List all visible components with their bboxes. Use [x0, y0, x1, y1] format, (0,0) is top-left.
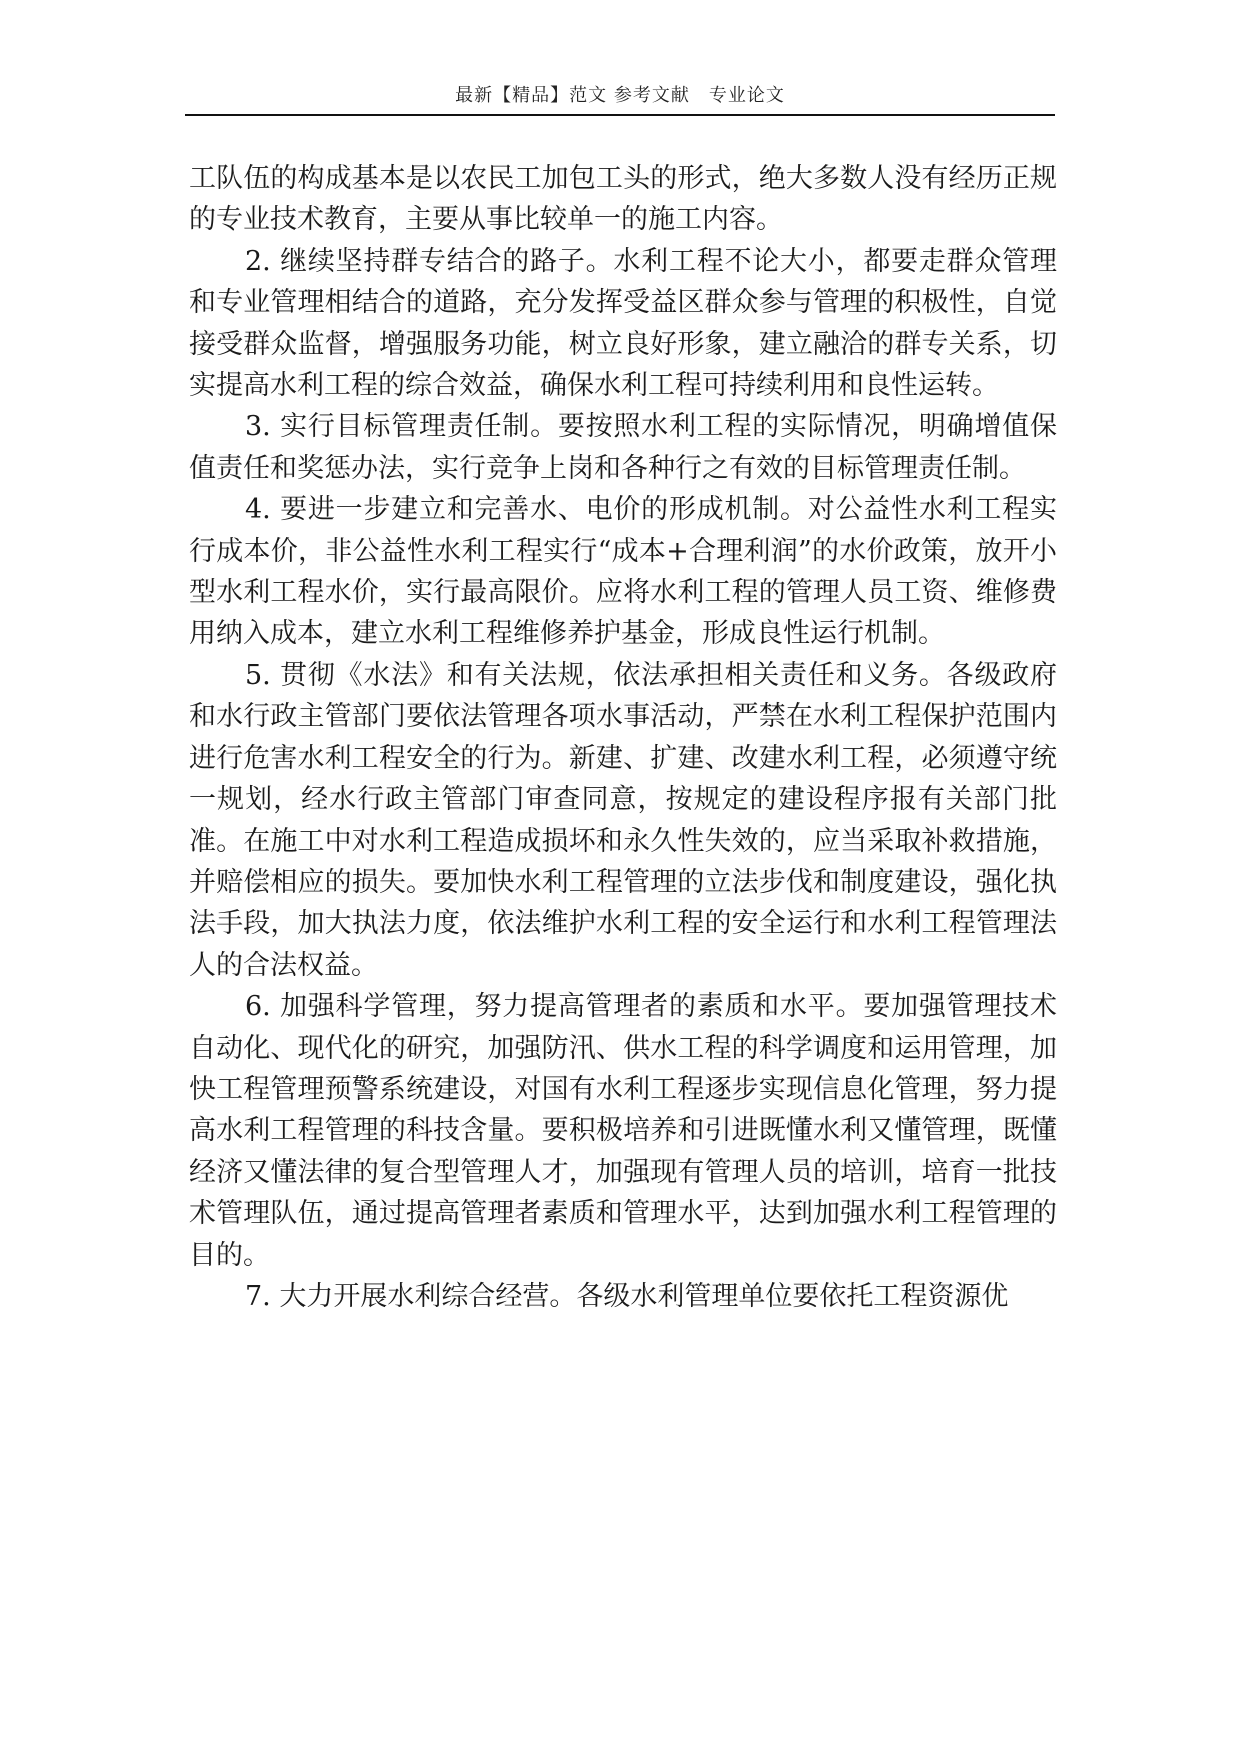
- paragraph-item-7: 7. 大力开展水利综合经营。各级水利管理单位要依托工程资源优: [245, 1280, 1009, 1312]
- paragraph-item-2: 2. 继续坚持群专结合的路子。水利工程不论大小，都要走群众管理和专业管理相结合的道路，充分发挥受益区群众参与管理的积极性，自觉接受群众监督，增强服务功能，树立良好形象，建立融洽的群专关系，切实提高水利工程的综合效益，确保水利工程可持续利用和良性运转。: [189, 245, 1057, 402]
- paragraph-continuation: 工队伍的构成基本是以农民工加包工头的形式，绝大多数人没有经历正规的专业技术教育，主要从事比较单一的施工内容。: [189, 163, 1057, 236]
- paragraph-item-4: 4. 要进一步建立和完善水、电价的形成机制。对公益性水利工程实行成本价，非公益性水利工程实行“成本+合理利润”的水价政策，放开小型水利工程水价，实行最高限价。应将水利工程的管理人员工资、维修费用纳入成本，建立水利工程维修养护基金，形成良性运行机制。: [189, 494, 1057, 650]
- paragraph-item-5: 5. 贯彻《水法》和有关法规，依法承担相关责任和义务。各级政府和水行政主管部门要依法管理各项水事活动，严禁在水利工程保护范围内进行危害水利工程安全的行为。新建、扩建、改建水利工程，必须遵守统一规划，经水行政主管部门审查同意，按规定的建设程序报有关部门批准。在施工中对水利工程造成损坏和永久性失效的，应当采取补救措施，并赔偿相应的损失。要加快水利工程管理的立法步伐和制度建设，强化执法手段，加大执法力度，依法维护水利工程的安全运行和水利工程管理法人的合法权益。: [189, 659, 1057, 981]
- header-divider: [185, 114, 1055, 116]
- page-header: 最新【精品】范文 参考文献 专业论文: [455, 85, 785, 106]
- paragraph-item-6: 6. 加强科学管理，努力提高管理者的素质和水平。要加强管理技术自动化、现代化的研究，加强防汛、供水工程的科学调度和运用管理，加快工程管理预警系统建设，对国有水利工程逐步实现信息化管理，努力提高水利工程管理的科技含量。要积极培养和引进既懂水利又懂管理，既懂经济又懂法律的复合型管理人才，加强现有管理人员的培训，培育一批技术管理队伍，通过提高管理者素质和管理水平，达到加强水利工程管理的目的。: [189, 991, 1057, 1271]
- document-body: [189, 158, 1057, 1317]
- paragraph-item-3: 3. 实行目标管理责任制。要按照水利工程的实际情况，明确增值保值责任和奖惩办法，实行竞争上岗和各种行之有效的目标管理责任制。: [189, 411, 1057, 484]
